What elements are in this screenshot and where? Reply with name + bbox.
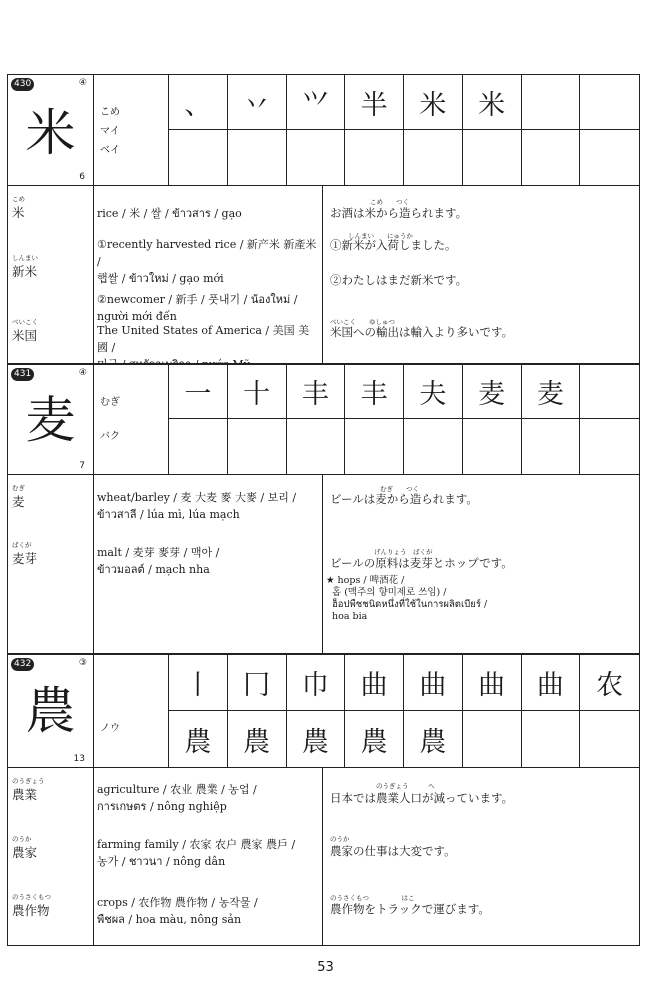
vocab-meaning <box>97 894 317 928</box>
stroke-step <box>580 365 639 419</box>
example-sentence: ビールは麦から造られます。 <box>330 492 478 506</box>
stroke-step <box>169 419 228 474</box>
stroke-step <box>169 130 228 185</box>
stroke-step: 、 <box>169 75 228 130</box>
word-ruby: こめ <box>12 195 25 203</box>
stroke-step <box>287 419 346 474</box>
word-ruby: のうぎょう <box>12 777 45 785</box>
stroke-step <box>345 130 404 185</box>
stroke-step: 農 <box>228 711 287 767</box>
stroke-step: 丨 <box>169 655 228 711</box>
stroke-step: 一 <box>169 365 228 419</box>
vocab-word: 米 <box>12 205 25 220</box>
stroke-step <box>580 130 639 185</box>
meaning-line: ข้าวสาลี / lúa mì, lúa mạch <box>97 508 240 521</box>
stroke-step: 冂 <box>228 655 287 711</box>
jlpt-level: ④ <box>78 368 87 378</box>
column-divider <box>93 475 94 654</box>
stroke-order-grid <box>169 75 639 185</box>
stroke-order-grid <box>169 655 639 767</box>
vocab-word: 麦芽 <box>12 551 38 566</box>
kanji-character: 米 <box>25 104 76 162</box>
vocab-word: 農家 <box>12 845 38 860</box>
stroke-step: 農 <box>169 711 228 767</box>
meaning-line: 농가 / ชาวนา / nông dân <box>97 855 226 868</box>
stroke-step <box>287 130 346 185</box>
jlpt-level: ③ <box>78 658 87 668</box>
note-line: ฮ็อปพืชชนิดหนึ่งที่ใช้ในการผลิตเบียร์ / <box>332 599 488 610</box>
kanji-number-badge: 432 <box>11 658 34 671</box>
meaning-line: การเกษตร / nông nghiệp <box>97 800 227 813</box>
column-divider <box>93 186 94 364</box>
stroke-step: 丰 <box>287 365 346 419</box>
meaning-line: พืชผล / hoa màu, nông sản <box>97 913 242 926</box>
column-divider <box>322 475 323 654</box>
example-sentence: ②わたしはまだ新米です。 <box>330 273 468 287</box>
word-ruby: べいこく <box>12 318 38 326</box>
example-ruby: のうか <box>330 835 350 843</box>
word-ruby: しんまい <box>12 254 38 262</box>
meaning-line: ข้าวมอลต์ / mạch nha <box>97 563 210 576</box>
stroke-count: 7 <box>79 461 85 471</box>
reading-on: ベイ <box>100 145 120 156</box>
example-sentence: 農作物をトラックで運びます。 <box>330 902 490 916</box>
vocab-section <box>8 768 639 946</box>
stroke-step: 丰 <box>345 365 404 419</box>
reading-on: バク <box>100 431 120 442</box>
stroke-step: 巾 <box>287 655 346 711</box>
meaning-line: ②newcomer / 新手 / 풋내기 / น้องใหม่ / <box>97 293 298 306</box>
meaning-line: crops / 农作物 農作物 / 농작물 / <box>97 896 258 909</box>
stroke-step <box>404 419 463 474</box>
vocab-meaning <box>97 781 317 815</box>
stroke-step <box>580 419 639 474</box>
meaning-line: malt / 麦芽 麥芽 / 맥아 / <box>97 546 220 559</box>
meaning-line: farming family / 农家 农户 農家 農戶 / <box>97 838 296 851</box>
kanji-character: 農 <box>25 682 76 740</box>
example-sentence: 日本では農業人口が減っています。 <box>330 791 514 805</box>
stroke-step: 農 <box>345 711 404 767</box>
stroke-step: 丷 <box>228 75 287 130</box>
stroke-step <box>522 75 581 130</box>
stroke-step: 麦 <box>522 365 581 419</box>
word-ruby: のうか <box>12 835 32 843</box>
page-number: 53 <box>317 960 334 975</box>
example-ruby: こめ つく <box>370 198 409 206</box>
stroke-step <box>463 711 522 767</box>
note-line: hoa bia <box>332 611 368 622</box>
stroke-order-grid <box>169 365 639 474</box>
stroke-step: 曲 <box>404 655 463 711</box>
vocab-word: 農作物 <box>12 903 50 918</box>
column-divider <box>93 768 94 946</box>
example-ruby: しんまい にゅうか <box>348 232 413 240</box>
readings-cell <box>94 655 169 767</box>
stroke-step: 農 <box>404 711 463 767</box>
example-sentence: ①新米が入荷しました。 <box>330 238 457 252</box>
example-ruby: のうさくもつ はこ <box>330 894 415 902</box>
meaning-line: người mới đến <box>97 310 177 323</box>
meaning-line: The United States of America / 美国 美國 / <box>97 324 310 354</box>
column-divider <box>322 186 323 364</box>
kanji-cell <box>8 655 94 767</box>
stroke-step <box>522 130 581 185</box>
stroke-step <box>463 130 522 185</box>
kanji-number-badge: 430 <box>11 78 34 91</box>
word-ruby: むぎ <box>12 484 25 492</box>
stroke-step: 农 <box>580 655 639 711</box>
kanji-card-430 <box>7 74 640 364</box>
reading-on: マイ <box>100 126 120 137</box>
vocab-meaning <box>97 236 317 325</box>
example-ruby: げんりょう ばくが <box>374 548 433 556</box>
readings-cell <box>94 365 169 474</box>
kanji-header <box>8 365 639 475</box>
stroke-step: 農 <box>287 711 346 767</box>
note-line: ★ hops / 啤酒花 / <box>326 575 405 586</box>
reading-kun: こめ <box>100 107 120 118</box>
example-sentence: お酒は米から造られます。 <box>330 206 468 220</box>
stroke-step: 曲 <box>345 655 404 711</box>
stroke-step: ⺍ <box>287 75 346 130</box>
example-sentence: 米国への輸出は輸入より多いです。 <box>330 325 514 339</box>
example-ruby: むぎ つく <box>380 485 419 493</box>
stroke-step: 十 <box>228 365 287 419</box>
stroke-count: 6 <box>79 172 85 182</box>
stroke-step <box>404 130 463 185</box>
vocab-section <box>8 186 639 364</box>
kanji-card-431 <box>7 364 640 654</box>
kanji-header <box>8 655 639 768</box>
stroke-step: 夫 <box>404 365 463 419</box>
meaning-line: wheat/barley / 麦 大麦 麥 大麥 / 보리 / <box>97 491 297 504</box>
meaning-line: ①recently harvested rice / 新产米 新產米 / <box>97 238 317 268</box>
reading-on: ノウ <box>100 723 120 734</box>
example-ruby: のうぎょう へ <box>376 782 435 790</box>
meaning-line: rice / 米 / 쌀 / ข้าวสาร / gạo <box>97 207 242 220</box>
example-sentence: 農家の仕事は大変です。 <box>330 844 456 858</box>
jlpt-level: ④ <box>78 78 87 88</box>
stroke-step: 曲 <box>463 655 522 711</box>
stroke-count: 13 <box>73 754 85 764</box>
meaning-line: agriculture / 农业 農業 / 농업 / <box>97 783 257 796</box>
stroke-step <box>522 419 581 474</box>
column-divider <box>322 768 323 946</box>
vocab-word: 新米 <box>12 264 38 279</box>
example-ruby: べいこく ゆしゅつ <box>330 318 395 326</box>
stroke-step: 半 <box>345 75 404 130</box>
reading-kun: むぎ <box>100 397 120 408</box>
kanji-card-432 <box>7 654 640 946</box>
stroke-step <box>580 75 639 130</box>
kanji-header <box>8 75 639 186</box>
stroke-step <box>463 419 522 474</box>
stroke-step <box>228 130 287 185</box>
word-ruby: ばくが <box>12 541 32 549</box>
vocab-meaning <box>97 836 317 870</box>
kanji-cell <box>8 365 94 474</box>
kanji-number-badge: 431 <box>11 368 34 381</box>
vocab-section <box>8 475 639 654</box>
footnote-hops <box>326 575 516 623</box>
meaning-line: 햅쌀 / ข้าวใหม่ / gạo mới <box>97 272 224 285</box>
vocab-meaning <box>97 489 317 523</box>
note-line: 홉 (맥주의 향미제로 쓰임) / <box>332 587 447 598</box>
stroke-step: 麦 <box>463 365 522 419</box>
stroke-step <box>345 419 404 474</box>
stroke-step: 米 <box>463 75 522 130</box>
vocab-word: 米国 <box>12 328 38 343</box>
vocab-word: 麦 <box>12 494 25 509</box>
stroke-step <box>522 711 581 767</box>
stroke-step <box>580 711 639 767</box>
example-sentence: ビールの原料は麦芽とホップです。 <box>330 556 513 570</box>
kanji-character: 麦 <box>25 391 76 449</box>
vocab-meaning <box>97 205 317 222</box>
vocab-word: 農業 <box>12 787 38 802</box>
vocab-meaning <box>97 544 317 578</box>
stroke-step: 米 <box>404 75 463 130</box>
stroke-step <box>228 419 287 474</box>
readings-cell <box>94 75 169 185</box>
word-ruby: のうさくもつ <box>12 893 51 901</box>
kanji-cell <box>8 75 94 185</box>
stroke-step: 曲 <box>522 655 581 711</box>
